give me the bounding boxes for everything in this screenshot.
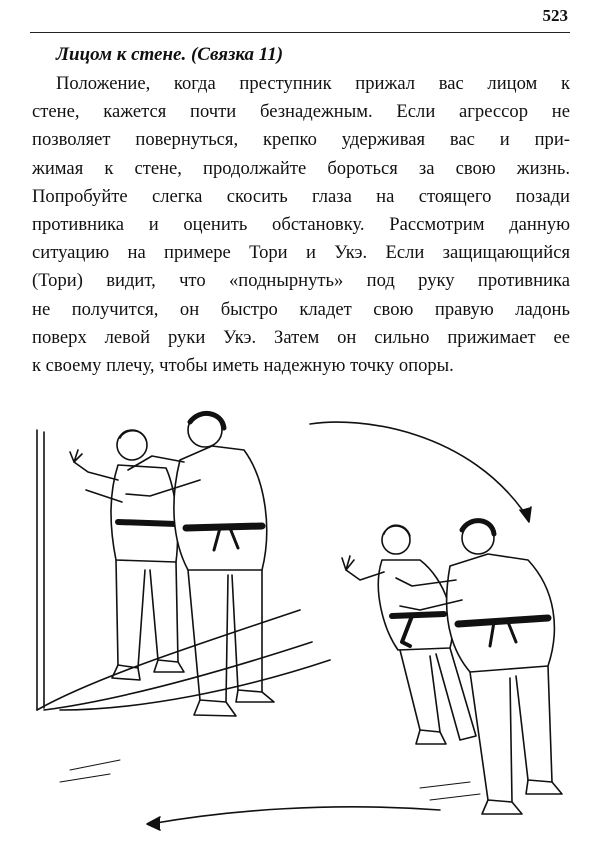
floor-line	[37, 610, 300, 710]
page-number: 523	[542, 6, 568, 25]
shading-hatch	[60, 760, 480, 800]
paragraph-line: Попробуйте слегка скосить глаза на стоящего позади	[32, 185, 570, 207]
paragraph-line: противника и оценить обстановку. Рассмотрим данную	[32, 214, 570, 236]
floor-line	[60, 660, 330, 710]
paragraph-line: позволяет повернуться, крепко удерживая вас и при-	[32, 129, 570, 151]
figure-uke-left	[126, 413, 274, 716]
arrow-head	[147, 817, 160, 830]
body-paragraph	[32, 70, 570, 380]
motion-arrow	[150, 807, 440, 824]
paragraph-line: не получится, он быстро кладет свою правую ладонь	[32, 298, 570, 320]
paragraph-line: стене, кажется почти безнадежным. Если агрессор не	[32, 101, 570, 123]
header-rule	[30, 32, 570, 33]
section-title: Лицом к стене. (Связка 11)	[56, 44, 284, 65]
martial-arts-illustration	[0, 410, 600, 863]
paragraph-line: поверх левой руки Укэ. Затем он сильно прижимает ее	[32, 326, 570, 348]
figure-tori-left	[70, 430, 184, 680]
paragraph-line: ситуацию на примере Тори и Укэ. Если защищающийся	[32, 242, 570, 264]
paragraph-line: жимая к стене, продолжайте бороться за свою жизнь.	[32, 157, 570, 179]
paragraph-line: Положение, когда преступник прижал вас лицом к	[56, 73, 570, 94]
motion-arrow	[310, 422, 528, 518]
paragraph-line: к своему плечу, чтобы иметь надежную точку опоры.	[32, 355, 454, 377]
paragraph-line: (Тори) видит, что «поднырнуть» под руку противника	[32, 270, 570, 292]
